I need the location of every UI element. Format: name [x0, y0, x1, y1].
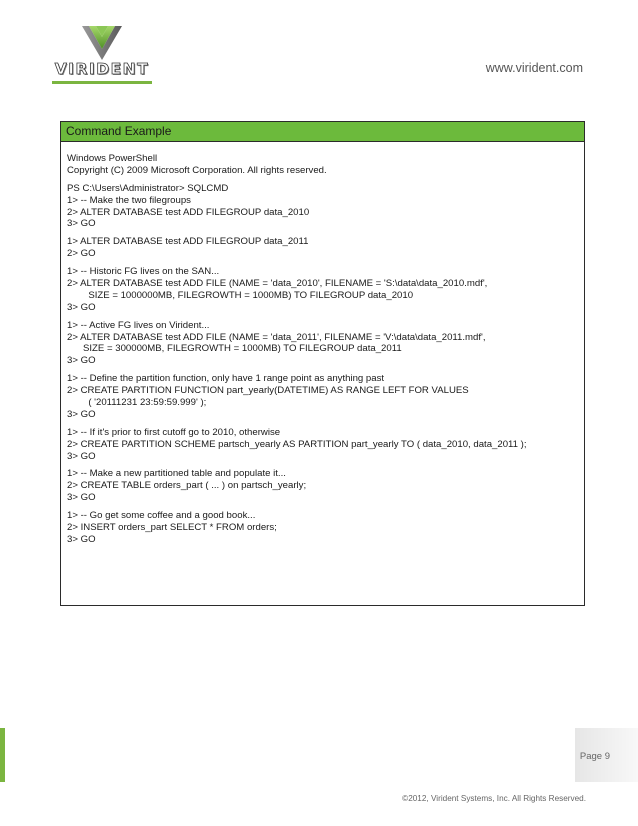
command-line: 3> GO: [67, 408, 96, 420]
command-line: 2> ALTER DATABASE test ADD FILE (NAME = 'data_2011', FILENAME = 'V:\data\data_2011.mdf',: [67, 331, 486, 343]
command-line: 2> ALTER DATABASE test ADD FILEGROUP data_2010: [67, 206, 310, 218]
command-example-title: Command Example: [61, 122, 584, 142]
command-line: SIZE = 300000MB, FILEGROWTH = 1000MB) TO FILEGROUP data_2011: [67, 343, 402, 355]
command-line: Windows PowerShell: [67, 153, 158, 164]
copyright-notice: ©2012, Virident Systems, Inc. All Rights Reserved.: [402, 794, 586, 803]
command-line: 2> CREATE PARTITION FUNCTION part_yearly(DATETIME) AS RANGE LEFT FOR VALUES: [67, 385, 469, 397]
command-line: 1> -- If it's prior to first cutoff go to 2010, otherwise: [67, 426, 281, 438]
virident-logo: [52, 22, 152, 86]
command-line: 1> -- Define the partition function, only have 1 range point as anything past: [67, 373, 385, 385]
command-line: 2> CREATE PARTITION SCHEME partsch_yearly AS PARTITION part_yearly TO ( data_2010, data_2011 );: [67, 438, 527, 450]
command-line: 1> ALTER DATABASE test ADD FILEGROUP data_2011: [67, 236, 309, 248]
command-line: 3> GO: [67, 301, 96, 313]
command-line: 2> INSERT orders_part SELECT * FROM orders;: [67, 522, 277, 534]
command-example-body: [61, 142, 584, 546]
command-line: 1> -- Make the two filegroups: [67, 194, 191, 206]
command-line: 1> -- Make a new partitioned table and populate it...: [67, 468, 286, 480]
command-line: SIZE = 1000000MB, FILEGROWTH = 1000MB) TO FILEGROUP data_2010: [67, 289, 414, 301]
command-line: Copyright (C) 2009 Microsoft Corporation. All rights reserved.: [67, 164, 327, 176]
footer-left-accent: [0, 728, 5, 782]
command-line: 3> GO: [67, 492, 96, 504]
command-line: 1> -- Go get some coffee and a good book...: [67, 510, 256, 522]
page-number: Page 9: [579, 751, 610, 762]
logo-underline: [52, 81, 152, 84]
command-line: 3> GO: [67, 355, 96, 367]
command-line: 2> GO: [67, 248, 96, 260]
command-line: 3> GO: [67, 533, 96, 545]
command-line: 2> ALTER DATABASE test ADD FILE (NAME = 'data_2010', FILENAME = 'S:\data\data_2010.mdf',: [67, 278, 488, 290]
logo-wordmark: VIRIDENT: [54, 60, 150, 78]
command-line: 3> GO: [67, 450, 96, 462]
command-line: 1> -- Active FG lives on Virident...: [67, 319, 210, 331]
v-emblem-icon: [52, 22, 152, 62]
command-example-box: [60, 121, 585, 606]
command-line: 2> CREATE TABLE orders_part ( ... ) on partsch_yearly;: [67, 480, 307, 492]
website-url[interactable]: www.virident.com: [485, 61, 583, 75]
command-line: 3> GO: [67, 218, 96, 230]
command-line: 1> -- Historic FG lives on the SAN...: [67, 266, 220, 278]
command-line: ( '20111231 23:59:59.999' );: [67, 397, 207, 409]
command-line: PS C:\Users\Administrator> SQLCMD: [67, 182, 229, 194]
